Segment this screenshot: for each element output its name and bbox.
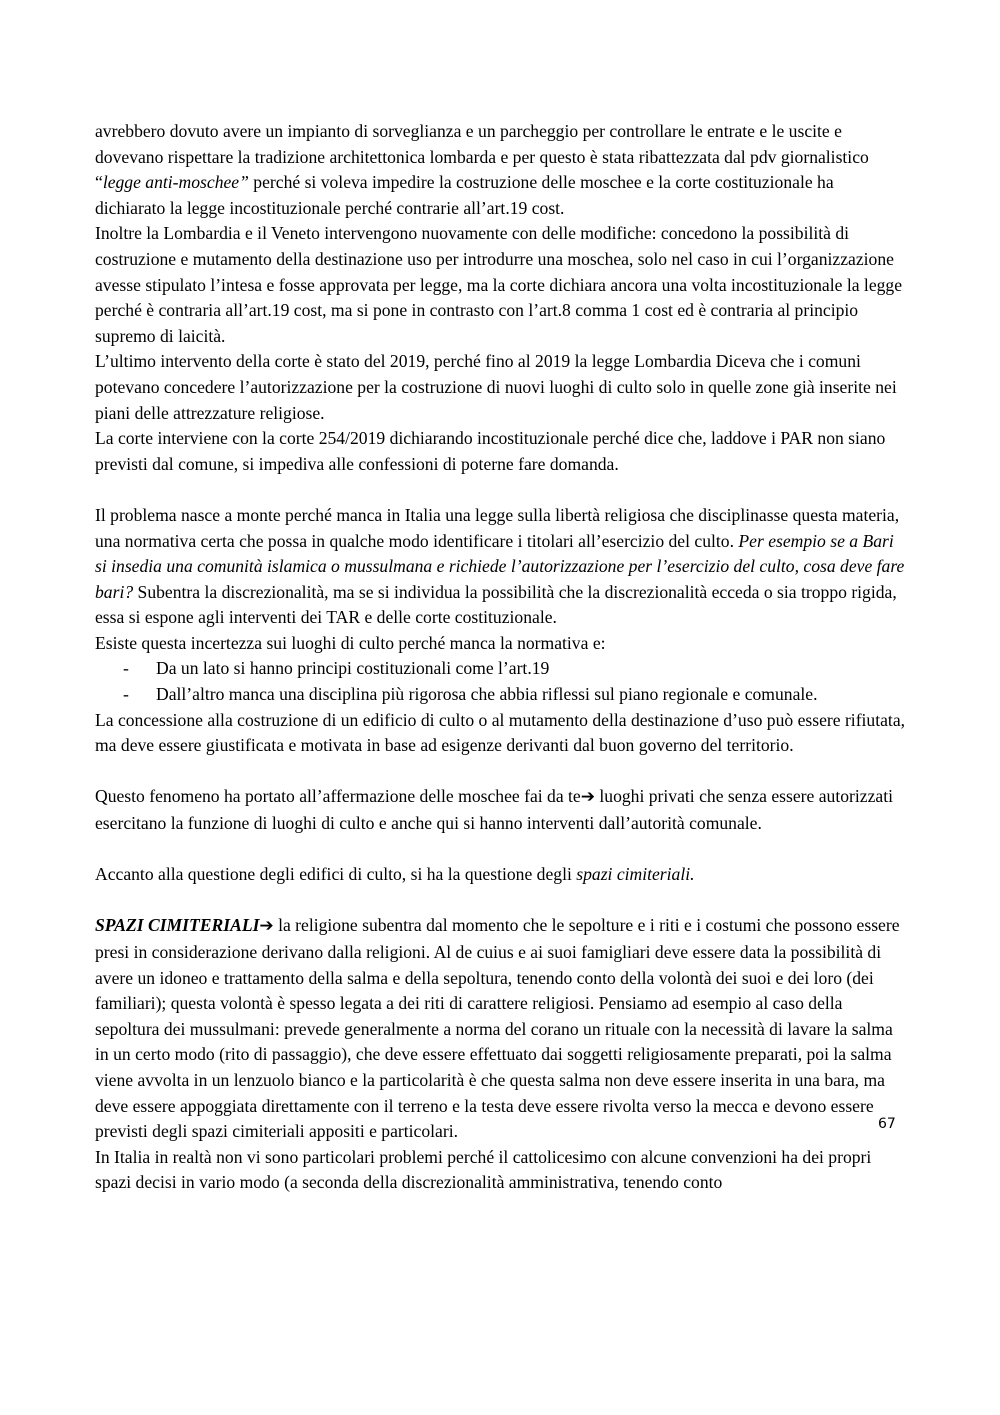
document-body — [95, 119, 908, 1196]
paragraph: SPAZI CIMITERIALI➔ la religione subentra dal momento che le sepolture e i riti e i costumi che possono essere presi in considerazione derivano dalla religioni. Al de cuius e ai suoi famigliari deve essere data la possibilità di avere un idoneo e trattamento della salma e della sepoltura, tenendo conto della volontà dei suoi e dei loro (dei familiari); questa volontà è spesso legata a dei riti di carattere religiosi. Pensiamo ad esempio al caso della sepoltura dei mussulmani: prevede generalmente a norma del corano un rituale con la necessità di lavare la salma in un certo modo (rito di passaggio), che deve essere effettuato dai soggetti religiosamente preparati, poi la salma viene avvolta in un lenzuolo bianco e la particolarità è che questa salma non deve essere inserita in una bara, ma deve essere appoggiata direttamente con il terreno e la testa deve essere rivolta verso la mecca e devono essere previsti degli spazi cimiteriali appositi e particolari. — [95, 915, 900, 1142]
section-heading: SPAZI CIMITERIALI — [95, 915, 260, 936]
bullet-list — [95, 656, 908, 707]
paragraph: L’ultimo intervento della corte è stato del 2019, perché fino al 2019 la legge Lombardia Diceva che i comuni potevano concedere l’autorizzazione per la costruzione di nuovi luoghi di culto solo in quelle zone già inserite nei piani delle attrezzature religiose. — [95, 351, 897, 423]
paragraph: avrebbero dovuto avere un impianto di sorveglianza e un parcheggio per controllare le entrate e le uscite e dovevano rispettare la tradizione architettonica lombarda e per questo è stata ribattezzata dal pdv giornalistico “legge anti-moschee” perché si voleva impedire la costruzione delle moschee e la corte costituzionale ha dichiarato la legge incostituzionale perché contrarie all’art.19 cost. — [95, 121, 869, 218]
dash-bullet: - — [123, 684, 129, 705]
paragraph: La concessione alla costruzione di un edificio di culto o al mutamento della destinazione d’uso può essere rifiutata, ma deve essere giustificata e motivata in base ad esigenze derivanti dal buon governo del territorio. — [95, 709, 906, 756]
page-number: 67 — [878, 1116, 896, 1132]
list-item: - Da un lato si hanno principi costituzionali come l’art.19 — [95, 656, 908, 682]
arrow-right-icon: ➔ — [259, 916, 274, 937]
paragraph: Questo fenomeno ha portato all’affermazione delle moschee fai da te➔ luoghi privati che senza essere autorizzati esercitano la funzione di luoghi di culto e anche qui si hanno interventi dall’autorità comunale. — [95, 786, 893, 834]
dash-bullet: - — [123, 658, 129, 679]
paragraph: Esiste questa incertezza sui luoghi di culto perché manca la normativa e: — [95, 632, 606, 653]
list-item: - Dall’altro manca una disciplina più rigorosa che abbia riflessi sul piano regionale e comunale. — [95, 682, 908, 708]
paragraph: In Italia in realtà non vi sono particolari problemi perché il cattolicesimo con alcune convenzioni ha dei propri spazi decisi in vario modo (a seconda della discrezionalità amministrativa, tenendo conto — [95, 1146, 872, 1193]
paragraph: Accanto alla questione degli edifici di culto, si ha la questione degli spazi cimiteriali. — [95, 864, 695, 885]
paragraph: La corte interviene con la corte 254/2019 dichiarando incostituzionale perché dice che, laddove i PAR non siano previsti dal comune, si impediva alle confessioni di poterne fare domanda. — [95, 428, 886, 474]
paragraph: Inoltre la Lombardia e il Veneto intervengono nuovamente con delle modifiche: concedono la possibilità di costruzione e mutamento della destinazione uso per introdurre una moschea, solo nel caso in cui l’organizzazione avesse stipulato l’intesa e fosse approvata per legge, ma la corte dichiara ancora una volta incostituzionale la legge perché è contraria all’art.19 cost, ma si pone in contrasto con l’art.8 comma 1 cost ed è contraria al principio supremo di laicità. — [95, 223, 903, 346]
paragraph: Il problema nasce a monte perché manca in Italia una legge sulla libertà religiosa che disciplinasse questa materia, una normativa certa che possa in qualche modo identificare i titolari all’esercizio del culto. Per esempio se a Bari si insedia una comunità islamica o mussulmana e richiede l’autorizzazione per l’esercizio del culto, cosa deve fare bari? Subentra la discrezionalità, ma se si individua la possibilità che la discrezionalità ecceda o sia troppo rigida, essa si espone agli interventi dei TAR e delle corte costituzionale. — [95, 504, 905, 628]
arrow-right-icon: ➔ — [580, 787, 595, 808]
